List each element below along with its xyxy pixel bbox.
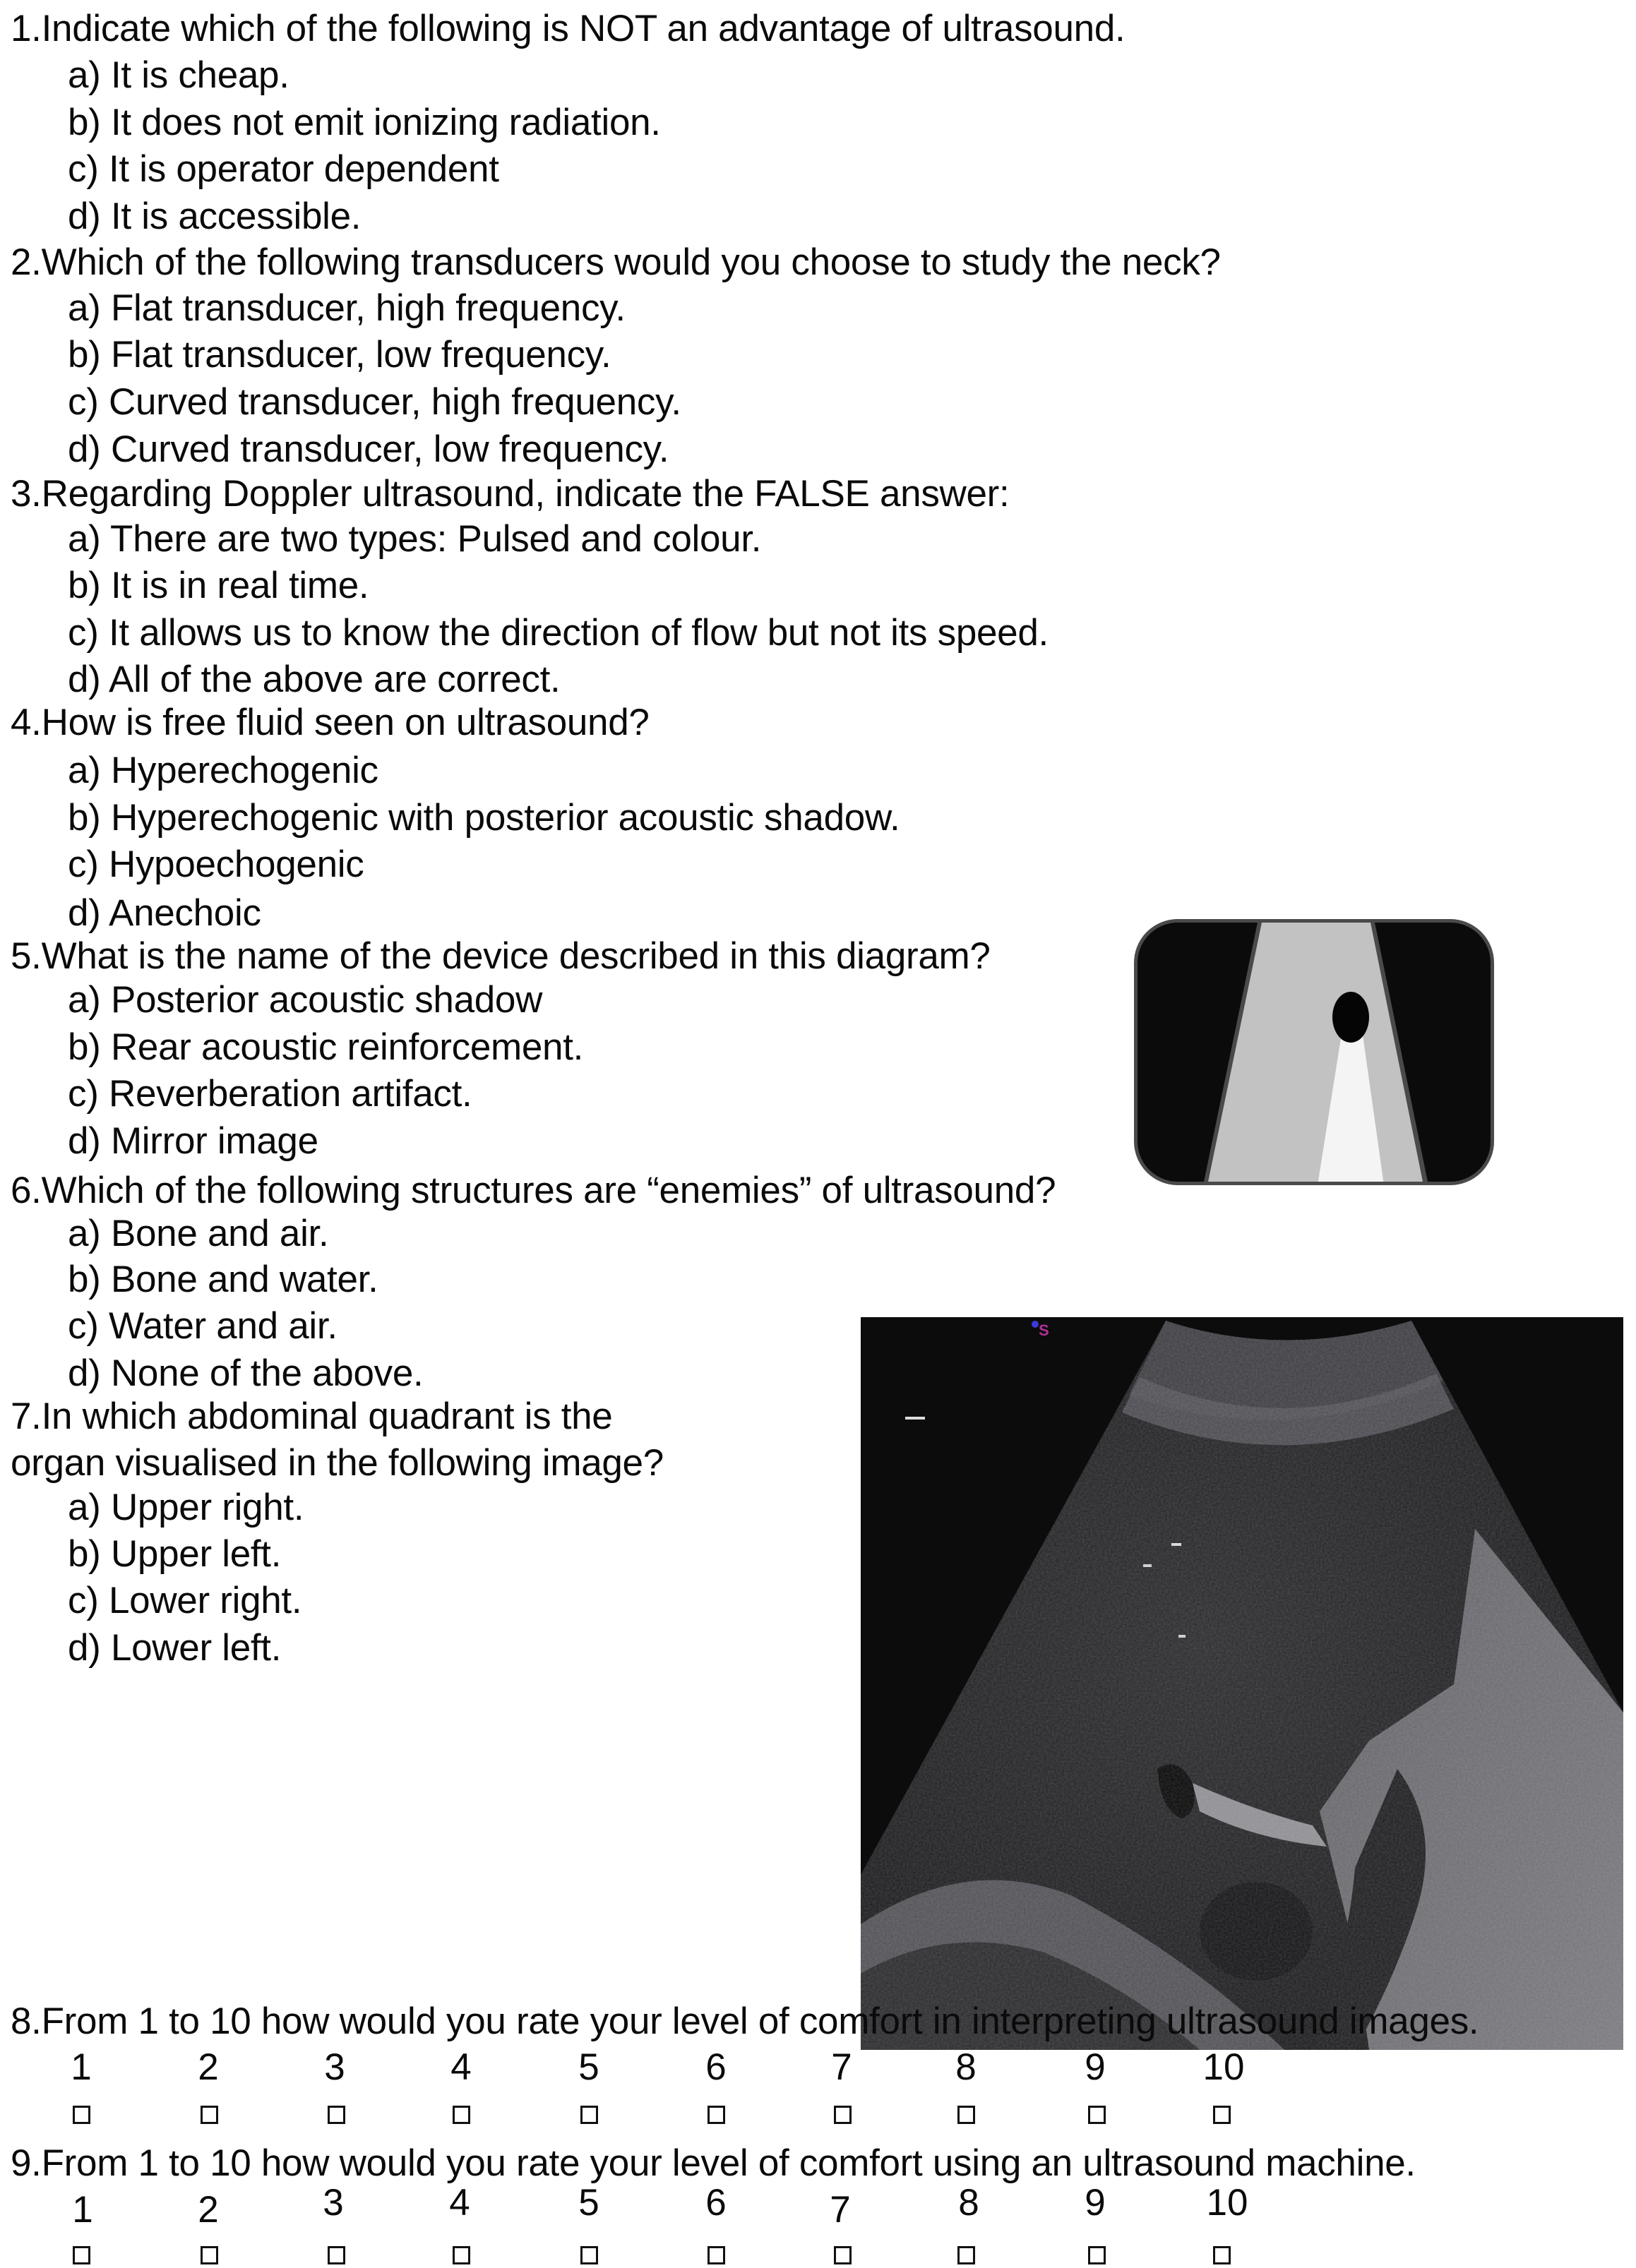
question-2-text: 2.Which of the following transducers would you choose to study the neck? — [11, 241, 1221, 283]
q9-scale-5: 5 — [578, 2182, 599, 2224]
q9-checkbox-6[interactable] — [707, 2246, 725, 2264]
q9-checkbox-1[interactable] — [73, 2246, 90, 2264]
q9-scale-7: 7 — [830, 2189, 851, 2231]
q8-scale-6: 6 — [705, 2046, 727, 2088]
q1-option-d[interactable]: d) It is accessible. — [68, 196, 362, 237]
question-7-text-line1: 7.In which abdominal quadrant is the — [11, 1396, 613, 1437]
q8-checkbox-7[interactable] — [834, 2106, 852, 2124]
q9-checkbox-2[interactable] — [201, 2246, 218, 2264]
q8-checkbox-1[interactable] — [73, 2106, 90, 2124]
question-6-text: 6.Which of the following structures are “enemies” of ultrasound? — [11, 1170, 1056, 1211]
q8-checkbox-9[interactable] — [1088, 2106, 1106, 2124]
q8-checkbox-2[interactable] — [201, 2106, 218, 2124]
question-9-text: 9.From 1 to 10 how would you rate your level of comfort using an ultrasound machine. — [11, 2142, 1416, 2184]
q8-scale-5: 5 — [578, 2046, 599, 2088]
q8-scale-10: 10 — [1202, 2046, 1245, 2088]
ultrasound-graphic — [861, 1317, 1623, 2050]
q9-scale-8: 8 — [958, 2182, 979, 2224]
q8-scale-8: 8 — [955, 2046, 977, 2088]
q6-option-d[interactable]: d) None of the above. — [68, 1352, 424, 1394]
q9-checkbox-9[interactable] — [1088, 2246, 1106, 2264]
q4-option-d[interactable]: d) Anechoic — [68, 892, 261, 934]
q8-scale-7: 7 — [831, 2046, 852, 2088]
question-5-text: 5.What is the name of the device described in this diagram? — [11, 935, 991, 977]
q9-scale-10: 10 — [1206, 2182, 1248, 2224]
q3-option-a[interactable]: a) There are two types: Pulsed and colour. — [68, 518, 762, 560]
q8-checkbox-6[interactable] — [707, 2106, 725, 2124]
q8-checkbox-8[interactable] — [957, 2106, 975, 2124]
orientation-marker: S — [1039, 1321, 1049, 1339]
q1-option-b[interactable]: b) It does not emit ionizing radiation. — [68, 102, 661, 143]
q7-option-d[interactable]: d) Lower left. — [68, 1627, 282, 1669]
question-3-text: 3.Regarding Doppler ultrasound, indicate the FALSE answer: — [11, 473, 1010, 515]
q4-option-c[interactable]: c) Hypoechogenic — [68, 844, 364, 885]
acoustic-reinforcement-diagram — [1134, 919, 1494, 1185]
q9-checkbox-3[interactable] — [328, 2246, 345, 2264]
q8-checkbox-3[interactable] — [328, 2106, 345, 2124]
q8-scale-9: 9 — [1085, 2046, 1106, 2088]
q8-checkbox-4[interactable] — [453, 2106, 470, 2124]
q7-option-b[interactable]: b) Upper left. — [68, 1533, 282, 1575]
depth-tick — [905, 1417, 925, 1420]
q4-option-b[interactable]: b) Hyperechogenic with posterior acoustic shadow. — [68, 797, 900, 839]
q9-scale-1: 1 — [72, 2189, 93, 2231]
q9-checkbox-7[interactable] — [834, 2246, 852, 2264]
q9-checkbox-10[interactable] — [1213, 2246, 1231, 2264]
q9-checkbox-4[interactable] — [453, 2246, 470, 2264]
q9-scale-4: 4 — [449, 2182, 470, 2224]
q2-option-d[interactable]: d) Curved transducer, low frequency. — [68, 428, 669, 470]
q9-checkbox-8[interactable] — [957, 2246, 975, 2264]
q2-option-a[interactable]: a) Flat transducer, high frequency. — [68, 287, 626, 329]
q5-option-c[interactable]: c) Reverberation artifact. — [68, 1073, 472, 1115]
q9-scale-9: 9 — [1085, 2182, 1106, 2224]
q8-scale-4: 4 — [450, 2046, 472, 2088]
q8-checkbox-5[interactable] — [580, 2106, 598, 2124]
q8-checkbox-10[interactable] — [1213, 2106, 1231, 2124]
q6-option-b[interactable]: b) Bone and water. — [68, 1259, 378, 1300]
liver-ultrasound-image — [861, 1317, 1623, 2050]
q9-scale-6: 6 — [705, 2182, 727, 2224]
q9-scale-3: 3 — [323, 2182, 344, 2224]
q1-option-a[interactable]: a) It is cheap. — [68, 54, 289, 96]
q8-scale-1: 1 — [71, 2046, 92, 2088]
q2-option-c[interactable]: c) Curved transducer, high frequency. — [68, 381, 681, 423]
q7-option-a[interactable]: a) Upper right. — [68, 1487, 304, 1528]
q4-option-a[interactable]: a) Hyperechogenic — [68, 750, 378, 791]
question-7-text-line2: organ visualised in the following image? — [11, 1442, 664, 1484]
diagram-graphic — [1134, 919, 1494, 1185]
q3-option-d[interactable]: d) All of the above are correct. — [68, 659, 561, 700]
q5-option-a[interactable]: a) Posterior acoustic shadow — [68, 979, 543, 1021]
q6-option-a[interactable]: a) Bone and air. — [68, 1213, 329, 1254]
q3-option-b[interactable]: b) It is in real time. — [68, 565, 369, 606]
q9-scale-2: 2 — [198, 2189, 219, 2231]
q5-option-b[interactable]: b) Rear acoustic reinforcement. — [68, 1026, 584, 1068]
q3-option-c[interactable]: c) It allows us to know the direction of flow but not its speed. — [68, 612, 1049, 654]
q8-scale-3: 3 — [324, 2046, 345, 2088]
question-4-text: 4.How is free fluid seen on ultrasound? — [11, 702, 650, 743]
q5-option-d[interactable]: d) Mirror image — [68, 1120, 318, 1162]
question-1-text: 1.Indicate which of the following is NOT an advantage of ultrasound. — [11, 8, 1126, 49]
q6-option-c[interactable]: c) Water and air. — [68, 1305, 338, 1347]
q9-checkbox-5[interactable] — [580, 2246, 598, 2264]
q1-option-c[interactable]: c) It is operator dependent — [68, 148, 499, 190]
question-8-text: 8.From 1 to 10 how would you rate your level of comfort in interpreting ultrasound images. — [11, 2000, 1479, 2042]
q8-scale-2: 2 — [198, 2046, 219, 2088]
q7-option-c[interactable]: c) Lower right. — [68, 1580, 302, 1621]
q2-option-b[interactable]: b) Flat transducer, low frequency. — [68, 334, 611, 376]
